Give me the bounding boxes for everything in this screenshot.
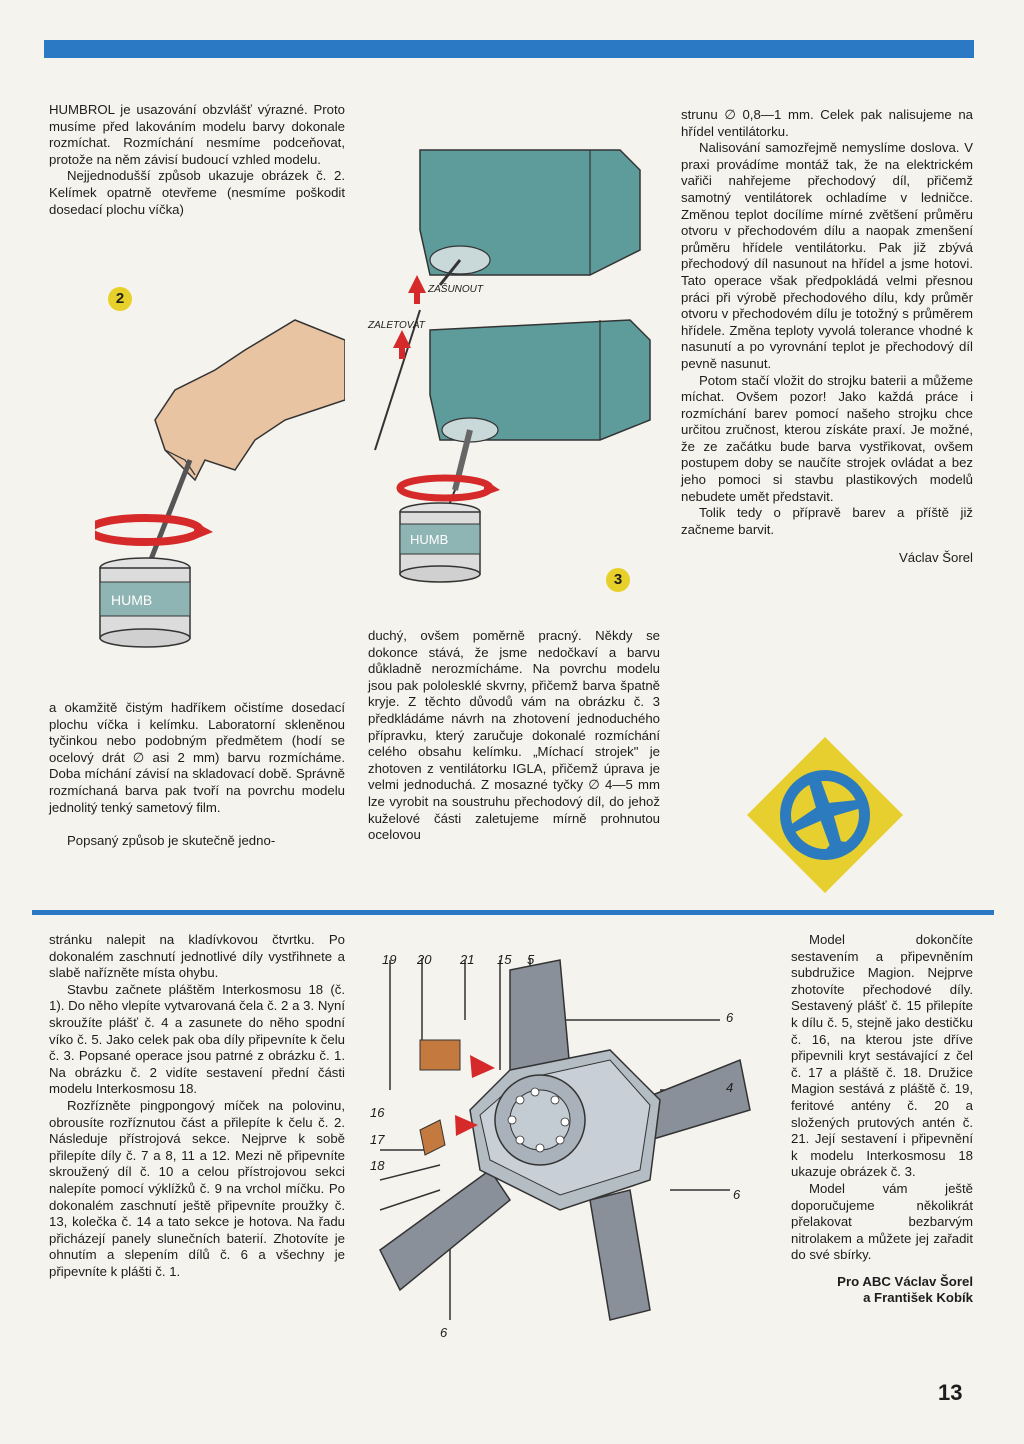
- label-21: 21: [460, 952, 475, 967]
- rotation-arrow-3: [400, 478, 490, 498]
- label-6b: 6: [733, 1187, 741, 1202]
- jar-label-3: HUMB: [410, 532, 449, 547]
- col1-bottom-text: [49, 700, 345, 850]
- figure-2-illustration: [95, 300, 345, 690]
- jar-label-2: HUMB: [111, 592, 153, 608]
- label-16: 16: [370, 1105, 385, 1120]
- label-4: 4: [726, 1080, 734, 1095]
- steel-wire: [375, 310, 420, 450]
- col1-top-p1: HUMBROL je usazování obzvlášť výrazné. Proto musíme před lakováním modelu barvy dokonale rozmíchat. Rozmíchání nesmíme podceňovat, protože na něm závisí budoucí vzhled modelu.: [49, 102, 345, 167]
- label-19: 19: [382, 952, 397, 967]
- col3-p2: Nalisování samozřejmě nemyslíme doslova. V praxi provádíme montáž tak, že na elektrickém vařiči nahřejeme přechodový díl, přičemž samotný ventilátorek ochladíme v ledničce. Změnou teplot docílíme mírné zvětšení průměru otvoru v přechodovém dílu a naopak zmenšení průměru hřídele ventilátorku. Pak již zbývá přechodový díl nasunout na hřídel a jsme hotovi. Tato operace však předpokládá velmi přesnou práci při výrobě přechodového dílu, kdy průměr otvoru v přechodovém dílu je totožný s průměrem hřídele. Změna teploty vyvolá tolerance vhodné k nasunutí a po vyrovnání teplot je přechodový díl pevně nasunut.: [681, 140, 973, 371]
- bottom-col3-p2: Model vám ještě doporučujeme několikrát přelakovat bezbarvým nitrolakem a můžete jej zařadit do své sbírky.: [791, 1180, 973, 1263]
- magion-part: [420, 1040, 460, 1070]
- solar-panel-bottom: [590, 1190, 650, 1320]
- col3-p3: Potom stačí vložit do strojku baterii a můžeme míchat. Ovšem pozor! Jako každá práce i rozmíchání barev pomocí našeho strojku chce určitou zručnost, kterou získáte praxí. Je možné, že ze začátku bude barva vystřikovat, ovšem postupem doby se naučíte strojek ovládat a bez jeho pomoci si stavbu plastikových modelů nebudete umět představit.: [681, 372, 973, 504]
- bottom-col1-p1: stránku nalepit na kladívkovou čtvrtku. Po dokonalém zaschnutí jednotlivé díly vystřihnete a slabě nařízněte místa ohybu.: [49, 932, 345, 981]
- page-number: 13: [938, 1380, 963, 1405]
- label-6c: 6: [440, 1325, 448, 1340]
- col1-bottom-p1: a okamžitě čistým hadříkem očistíme dosedací plochu víčka i kelímku. Laboratorní skleněnou tyčinkou nebo podobným předmětem (hodí se ocelový drát ∅ asi 2 mm) barvu rozmícháme. Doba míchání závisí na skladovací době. Správně rozmíchaná barva pak tvoří na povrchu modelu jednolitý tenký sametový film.: [49, 700, 345, 815]
- col1-top-text: [49, 102, 345, 218]
- bottom-col3-text: [791, 932, 973, 1307]
- magion-antenna: [420, 1120, 445, 1155]
- figure-3-badge: 3: [606, 568, 630, 592]
- airplane-emblem: [745, 735, 905, 895]
- label-6a: 6: [726, 1010, 734, 1025]
- satellite-diagram: [360, 940, 780, 1340]
- bottom-col1-p3: Rozřízněte pingpongový míček na polovinu, obrousíte rozříznutou část a přilepíte k čelu č. 2. Následuje přístrojová sekce. Nejprve k sobě přilepíte díly č. 7 a 8, 11 a 12. Mezi ně připevníte skroužený díl č. 10 a celou přístrojovou sekci nalepíte pomocí výklížků č. 9 na vrchol míčku. Po dokonalém zaschnutí ještě připevníte proužky č. 13, kolečka č. 14 a tato sekce je hotova. Na řadu přicházejí panely slunečních baterií. Zhotovíte je ohnutím a slepením dílů č. 6 a všechny je připevníte k plášti č. 1.: [49, 1097, 345, 1279]
- col3-p4: Tolik tedy o přípravě barev a příště již začneme barvit.: [681, 505, 973, 537]
- author-signature: Václav Šorel: [898, 550, 973, 566]
- red-arrow-up-2: [393, 330, 411, 348]
- col1-top-p2: Nejjednodušší způsob ukazuje obrázek č. 2. Kelímek opatrně otevřeme (nesmíme poškodit dosedací plochu víčka): [49, 168, 345, 217]
- col2-bottom-text: [368, 628, 660, 844]
- credit-line-2: a František Kobík: [863, 1290, 973, 1306]
- figure-2-badge: 2: [108, 287, 132, 311]
- middle-blue-band: [32, 910, 994, 915]
- rotation-arrow: [95, 518, 200, 542]
- bottom-col1-text: [49, 932, 345, 1280]
- col3-p1: strunu ∅ 0,8—1 mm. Celek pak nalisujeme na hřídel ventilátorku.: [681, 107, 973, 139]
- credit-line-1: Pro ABC Václav Šorel: [837, 1273, 973, 1289]
- label-zasunout: ZAŠUNOUT: [428, 284, 483, 295]
- hand-drawing: [155, 320, 345, 480]
- label-15: 15: [497, 952, 512, 967]
- bottom-col3-p1: Model dokončíte sestavením a připevněním subdružice Magion. Nejprve zhotovíte přechodové díly. Sestavený plášť č. 15 přilepíte k dílu č. 5, stejně jako destičku č. 16, na kterou jste dříve připevnili kryt sestávající z čel č. 17 a pláště č. 18. Družice Magion sestává z pláště č. 19, feritové antény č. 20 a složených prutových antén č. 21. Její sestavení i připevnění k modelu Interkosmosu 18 ukazuje obrázek č. 3.: [791, 932, 973, 1180]
- bottom-col1-p2: Stavbu začnete pláštěm Interkosmosu 18 (č. 1). Do něho vlepíte vytvarovaná čela č. 2 a 3. Nyní skroužíte plášť č. 4 a zasunete do něho spodní víko č. 5. Jako celek pak oba díly připevníte k čelu č. 3. Popsané operace jsou patrné z obrázku č. 1. Na obrázku č. 2 vidíte sestavení přední části modelu Interkosmosu 18.: [49, 981, 345, 1097]
- col2-bottom-p1: duchý, ovšem poměrně pracný. Někdy se dokonce stává, že jsme nedočkaví a barvu důkladně nerozmícháme. Na povrchu modelu jsou pak pololesklé skvrny, přičemž barva špatně kryje. Z těchto důvodů vám na obrázku č. 3 předkládáme návrh na zhotovení jednoduchého přípravku, který zaručuje dokonalé rozmíchání celého obsahu kelímku. „Míchací strojek" je zhotoven z ventilátorku IGLA, přičemž úprava je velmi jednoduchá. Z mosazné tyčky ∅ 4—5 mm lze vyrobit na soustruhu přechodový díl, do jehož kuželové části zaletujeme mírně prohnutou ocelovou: [368, 628, 660, 843]
- label-zaletovat: ZALETOVAT: [368, 320, 425, 331]
- col3-text: [681, 107, 973, 567]
- label-5: 5: [527, 952, 535, 967]
- figure-3-illustration: [360, 130, 670, 610]
- red-arrow-up-1: [408, 275, 426, 293]
- label-20: 20: [417, 952, 432, 967]
- label-18: 18: [370, 1158, 385, 1173]
- solar-panel-left: [380, 1170, 510, 1290]
- top-blue-band: [44, 40, 974, 58]
- red-arrow-1: [470, 1055, 495, 1078]
- label-17: 17: [370, 1132, 385, 1147]
- col1-bottom-p2: Popsaný způsob je skutečně jedno-: [67, 833, 276, 849]
